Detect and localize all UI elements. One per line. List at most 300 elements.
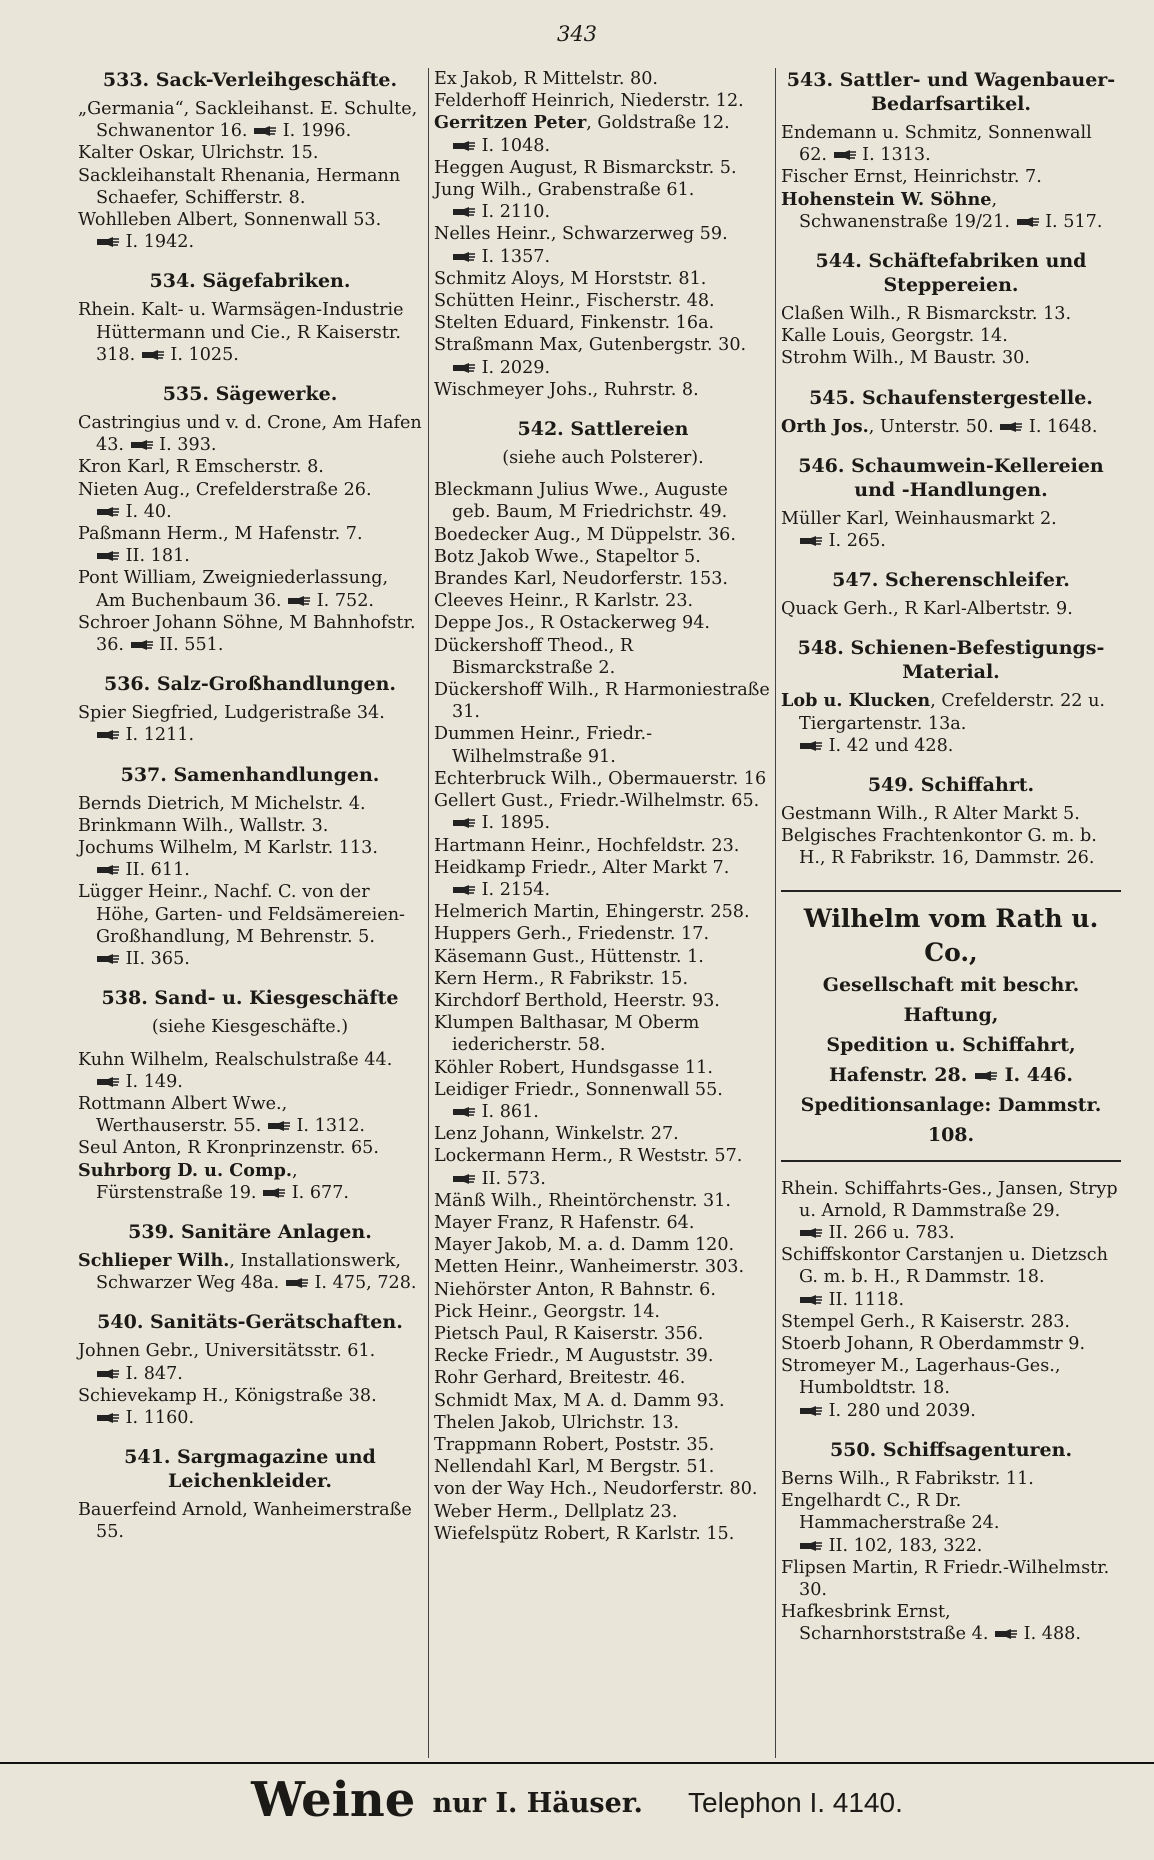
telephone-number: I. 1048. [481, 135, 551, 156]
directory-entry [434, 723, 772, 767]
telephone-hand-icon [96, 236, 120, 248]
section-heading: 533. Sack-Verleihgeschäfte. [102, 69, 398, 91]
directory-entry [434, 524, 772, 546]
telephone-number: I. 280 und 2039. [828, 1400, 976, 1421]
directory-entry [434, 223, 772, 267]
telephone-hand-icon [96, 1412, 120, 1424]
entry-telephone [267, 1116, 365, 1136]
telephone-hand-icon [994, 1628, 1018, 1640]
section-heading: 547. Scherenschleifer. [832, 569, 1070, 592]
directory-entry [434, 946, 772, 968]
section-heading: 544. Schäftefabriken und Steppereien. [815, 250, 1087, 297]
column-rule-2 [775, 68, 776, 1758]
telephone-number: I. 2029. [481, 357, 551, 378]
telephone-number: I. 861. [481, 1101, 539, 1122]
entry-text: Wischmeyer Johs., Ruhrstr. 8. [434, 379, 699, 400]
entry-text: Kuhn Wilhelm, Realschulstraße 44. [78, 1049, 393, 1070]
directory-entry [434, 1478, 772, 1500]
directory-entry [781, 122, 1121, 166]
entry-text: Schmitz Aloys, M Horststr. 81. [434, 268, 707, 289]
company-advertisement [781, 890, 1121, 1162]
directory-entry [434, 1390, 772, 1412]
entry-telephone [96, 725, 194, 745]
directory-entry [78, 1160, 422, 1204]
entry-telephone [799, 1536, 982, 1556]
directory-entry [781, 690, 1121, 757]
telephone-hand-icon [96, 1368, 120, 1380]
directory-entry [434, 90, 772, 112]
telephone-number: I. 1313. [862, 145, 931, 166]
directory-entry [434, 334, 772, 378]
entry-text: Lenz Johann, Winkelstr. 27. [434, 1124, 679, 1145]
directory-entry [434, 1323, 772, 1345]
directory-entry [781, 1490, 1121, 1557]
entry-text: Weber Herm., Dellplatz 23. [434, 1501, 678, 1522]
entry-text: Straßmann Max, Gutenbergstr. 30. [434, 335, 747, 356]
directory-entry [781, 1333, 1121, 1355]
entry-text: Quack Gerh., R Karl-Albertstr. 9. [781, 599, 1073, 620]
entry-text: Brandes Karl, Neudorferstr. 153. [434, 569, 728, 590]
directory-entry [434, 1279, 772, 1301]
telephone-number: I. 1942. [125, 232, 195, 253]
telephone-hand-icon [96, 550, 120, 562]
directory-entry [434, 1123, 772, 1145]
directory-entry [78, 1137, 422, 1159]
directory-entry [781, 1178, 1121, 1245]
entry-text: Hartmann Heinr., Hochfeldstr. 23. [434, 835, 740, 856]
directory-entry [434, 1012, 772, 1056]
footer-wine: Weine [251, 1772, 416, 1828]
telephone-hand-icon [452, 251, 476, 263]
entry-text: Brinkmann Wilh., Wallstr. 3. [78, 815, 329, 836]
entry-text: Strohm Wilh., M Baustr. 30. [781, 348, 1030, 369]
entry-name-bold: Suhrborg D. u. Comp. [78, 1159, 292, 1181]
entry-text: Bernds Dietrich, M Michelstr. 4. [78, 793, 366, 814]
entry-text: Nieten Aug., Crefelderstraße 26. [78, 479, 372, 500]
directory-entry [781, 1468, 1121, 1490]
entry-text: Gestmann Wilh., R Alter Markt 5. [781, 804, 1080, 825]
column-1 [78, 68, 422, 1544]
directory-entry [78, 612, 422, 656]
entry-name-bold: Schlieper Wilh. [78, 1249, 230, 1271]
entry-text: Fischer Ernst, Heinrichstr. 7. [781, 167, 1042, 188]
directory-entry [434, 1412, 772, 1434]
entry-telephone [141, 345, 239, 365]
directory-entry [78, 165, 422, 209]
telephone-hand-icon [253, 125, 277, 137]
entry-text: Helmerich Martin, Ehingerstr. 258. [434, 902, 750, 923]
entry-text: Dückershoff Wilh., R Harmoniestraße 31. [434, 680, 770, 723]
telephone-hand-icon [285, 1277, 309, 1289]
telephone-hand-icon [452, 206, 476, 218]
ad-address-text: Hafenstr. 28. [828, 1063, 968, 1086]
entry-text: Stelten Eduard, Finkenstr. 16a. [434, 313, 715, 334]
telephone-number: I. 1996. [282, 121, 352, 142]
directory-entry [78, 1385, 422, 1429]
entry-text: Bauerfeind Arnold, Wanheimerstraße 55. [78, 1500, 412, 1543]
entry-text: Kron Karl, R Emscherstr. 8. [78, 457, 324, 478]
entry-text: Pick Heinr., Georgstr. 14. [434, 1301, 661, 1322]
entry-telephone [452, 247, 550, 267]
section-heading: 539. Sanitäre Anlagen. [128, 1220, 372, 1243]
entry-text: Dückershoff Theod., R Bismarckstraße 2. [434, 635, 634, 678]
telephone-number: I. 1895. [481, 813, 551, 834]
telephone-number: I. 1211. [125, 725, 195, 746]
entry-name-bold: Gerritzen Peter [434, 112, 587, 134]
entry-telephone [96, 546, 190, 566]
directory-entry [434, 1501, 772, 1523]
telephone-hand-icon [799, 535, 823, 547]
directory-entry [78, 1340, 422, 1384]
directory-entry [434, 901, 772, 923]
directory-entry [434, 1523, 772, 1545]
entry-text: Kern Herm., R Fabrikstr. 15. [434, 968, 689, 989]
entry-text: von der Way Hch., Neudorferstr. 80. [434, 1479, 758, 1500]
entry-text: Wiefelspütz Robert, R Karlstr. 15. [434, 1523, 735, 1544]
directory-entry [781, 189, 1121, 233]
telephone-number: I. 265. [828, 531, 886, 552]
telephone-number: I. 1357. [481, 246, 551, 267]
entry-telephone [999, 417, 1097, 437]
telephone-number: II. 102, 183, 322. [828, 1535, 983, 1556]
directory-entry [781, 1557, 1121, 1601]
directory-entry [434, 157, 772, 179]
directory-entry [78, 479, 422, 523]
directory-entry [434, 568, 772, 590]
footer-supplier: nur I. Häuser. [432, 1788, 643, 1819]
entry-text: Heggen August, R Bismarckstr. 5. [434, 157, 737, 178]
directory-entry [434, 179, 772, 223]
directory-entry [781, 325, 1121, 347]
entry-name-bold: Lob u. Klucken [781, 690, 931, 712]
entry-text: Endemann u. Schmitz, Sonnenwall 62. [781, 123, 1092, 166]
directory-entry [78, 412, 422, 456]
directory-entry [781, 416, 1121, 438]
telephone-number: I. 2154. [481, 879, 551, 900]
section-heading: 540. Sanitäts-Gerätschaften. [97, 1311, 403, 1334]
entry-text: Recke Friedr., M Auguststr. 39. [434, 1346, 714, 1367]
entry-text: , Schwanenstraße 19/21. [799, 189, 1010, 232]
directory-entry [78, 523, 422, 567]
entry-telephone [287, 591, 374, 611]
entry-text: , Goldstraße 12. [586, 113, 730, 134]
telephone-hand-icon [452, 1173, 476, 1185]
entry-text: Rohr Gerhard, Breitestr. 46. [434, 1368, 686, 1389]
directory-entry [781, 598, 1121, 620]
entry-text: Felderhoff Heinrich, Niederstr. 12. [434, 91, 744, 112]
telephone-number: II. 266 u. 783. [828, 1223, 955, 1244]
entry-text: „Germania“, Sackleihanst. E. Schulte, Schwanentor 16. [78, 99, 418, 142]
directory-entry [434, 1434, 772, 1456]
entry-text: Deppe Jos., R Ostackerweg 94. [434, 613, 710, 634]
telephone-number: II. 573. [481, 1168, 546, 1189]
directory-entry [434, 1190, 772, 1212]
directory-entry [434, 379, 772, 401]
telephone-hand-icon [833, 149, 857, 161]
directory-entry [78, 1499, 422, 1543]
entry-text: Cleeves Heinr., R Karlstr. 23. [434, 591, 694, 612]
directory-entry [434, 612, 772, 634]
telephone-hand-icon [130, 639, 154, 651]
telephone-number: I. 1312. [296, 1116, 365, 1137]
telephone-hand-icon [799, 1227, 823, 1239]
entry-telephone [799, 736, 953, 756]
ad-company-type: Gesellschaft mit beschr. Haftung, [822, 973, 1080, 1026]
directory-entry [434, 1345, 772, 1367]
entry-text: Engelhardt C., R Dr. Hammacherstraße 24. [781, 1491, 1000, 1534]
entry-telephone [285, 1273, 417, 1293]
entry-text: Dummen Heinr., Friedr.-Wilhelmstraße 91. [434, 724, 653, 767]
entry-telephone [1016, 212, 1103, 232]
entry-text: Schiffskontor Carstanjen u. Dietzsch G. m. b. H., R Dammstr. 18. [781, 1245, 1108, 1288]
entry-text: Belgisches Frachtenkontor G. m. b. H., R Fabrikstr. 16, Dammstr. 26. [781, 826, 1097, 869]
telephone-hand-icon [974, 1070, 998, 1082]
column-2 [434, 68, 772, 1545]
entry-text: Claßen Wilh., R Bismarckstr. 13. [781, 304, 1072, 325]
telephone-hand-icon [799, 1294, 823, 1306]
entry-text: Pont William, Zweigniederlassung, Am Buchenbaum 36. [78, 568, 389, 611]
entry-telephone [96, 860, 190, 880]
section-heading: 545. Schaufenstergestelle. [809, 386, 1093, 409]
directory-entry [434, 857, 772, 901]
directory-entry [434, 835, 772, 857]
entry-text: Niehörster Anton, R Bahnstr. 6. [434, 1279, 716, 1300]
entry-telephone [130, 635, 224, 655]
entry-text: Rottmann Albert Wwe., Werthauserstr. 55. [78, 1093, 288, 1137]
entry-telephone [130, 435, 217, 455]
section-subheading: (siehe Kiesgeschäfte.) [151, 1017, 349, 1038]
entry-text: Jochums Wilhelm, M Karlstr. 113. [78, 838, 378, 859]
entry-text: Echterbruck Wilh., Obermauerstr. 16 [434, 768, 767, 789]
entry-text: Huppers Gerh., Friedenstr. 17. [434, 924, 710, 945]
telephone-number: I. 1160. [125, 1407, 195, 1428]
section-heading: 549. Schiffahrt. [867, 774, 1035, 797]
entry-text: Berns Wilh., R Fabrikstr. 11. [781, 1468, 1034, 1489]
entry-text: Käsemann Gust., Hüttenstr. 1. [434, 946, 704, 967]
directory-entry [434, 312, 772, 334]
advertisement-footer [0, 1762, 1154, 1828]
telephone-number: I. 40. [125, 501, 172, 522]
directory-entry [434, 768, 772, 790]
entry-text: Nelles Heinr., Schwarzerweg 59. [434, 224, 728, 245]
telephone-hand-icon [452, 362, 476, 374]
directory-entry [781, 1601, 1121, 1645]
entry-telephone [799, 1223, 955, 1243]
entry-text: Metten Heinr., Wanheimerstr. 303. [434, 1257, 745, 1278]
entry-text: , Unterstr. 50. [868, 416, 994, 437]
telephone-hand-icon [267, 1120, 291, 1132]
entry-text: Seul Anton, R Kronprinzenstr. 65. [78, 1138, 379, 1159]
entry-text: Sackleihanstalt Rhenania, Hermann Schaefer, Schifferstr. 8. [78, 165, 401, 208]
ad-address [781, 1060, 1121, 1090]
section-heading: 541. Sargmagazine und Leichenkleider. [124, 1446, 376, 1493]
telephone-hand-icon [799, 740, 823, 752]
directory-entry [78, 1250, 422, 1294]
telephone-number: II. 181. [125, 546, 190, 567]
telephone-number: II. 551. [159, 635, 224, 656]
directory-entry [78, 299, 422, 366]
telephone-hand-icon [96, 953, 120, 965]
telephone-number: I. 1648. [1028, 416, 1098, 437]
directory-entry [781, 1244, 1121, 1311]
entry-telephone [799, 531, 886, 551]
telephone-number: I. 752. [316, 590, 375, 611]
entry-telephone [96, 1072, 183, 1092]
entry-text: Lügger Heinr., Nachf. C. von der Höhe, Garten- und Feldsämereien-Großhandlung, M Behrenstr. 5. [78, 882, 405, 947]
ad-depot: Speditionsanlage: Dammstr. 108. [800, 1093, 1102, 1146]
entry-text: Thelen Jakob, Ulrichstr. 13. [434, 1412, 680, 1433]
entry-text: Bleckmann Julius Wwe., Auguste geb. Baum, M Friedrichstr. 49. [434, 480, 728, 523]
entry-name-bold: Hohenstein W. Söhne [781, 188, 992, 210]
section-heading: 548. Schienen-Befestigungs-Material. [797, 637, 1105, 684]
entry-telephone [253, 121, 351, 141]
directory-entry [78, 837, 422, 881]
telephone-hand-icon [452, 140, 476, 152]
entry-telephone [452, 1102, 539, 1122]
section-subheading: (siehe auch Polsterer). [502, 448, 704, 469]
telephone-hand-icon [141, 349, 165, 361]
telephone-hand-icon [999, 421, 1023, 433]
directory-entry [434, 679, 772, 723]
directory-entry [78, 142, 422, 164]
directory-entry [434, 790, 772, 834]
directory-entry [78, 98, 422, 142]
entry-text: Paßmann Herm., M Hafenstr. 7. [78, 524, 363, 545]
entry-telephone [452, 1169, 546, 1189]
entry-text: Mayer Jakob, M. a. d. Damm 120. [434, 1235, 735, 1256]
telephone-number: I. 677. [291, 1182, 350, 1203]
telephone-hand-icon [799, 1540, 823, 1552]
directory-entry [781, 347, 1121, 369]
entry-telephone [96, 1364, 183, 1384]
directory-entry [78, 1049, 422, 1093]
directory-entry [434, 1456, 772, 1478]
directory-entry [434, 1301, 772, 1323]
entry-text: Hafkesbrink Ernst, Scharnhorststraße 4. [781, 1602, 989, 1645]
telephone-number: II. 365. [125, 949, 190, 970]
entry-telephone [799, 1401, 976, 1421]
entry-text: Mänß Wilh., Rheintörchenstr. 31. [434, 1190, 732, 1211]
entry-text: Mayer Franz, R Hafenstr. 64. [434, 1212, 695, 1233]
directory-entry [434, 968, 772, 990]
directory-entry [434, 268, 772, 290]
directory-entry [434, 1212, 772, 1234]
directory-entry [434, 990, 772, 1012]
entry-text: Stempel Gerh., R Kaiserstr. 283. [781, 1311, 1070, 1332]
directory-entry [434, 479, 772, 523]
telephone-number: I. 475, 728. [314, 1273, 417, 1294]
section-heading: 537. Samenhandlungen. [120, 763, 380, 786]
entry-telephone [833, 145, 931, 165]
entry-text: , Installationswerk, Schwarzer Weg 48a. [96, 1250, 401, 1294]
directory-entry [434, 112, 772, 156]
directory-entry [78, 456, 422, 478]
entry-text: Kirchdorf Berthold, Heerstr. 93. [434, 990, 720, 1011]
entry-text: Rhein. Schiffahrts-Ges., Jansen, Stryp u. Arnold, R Dammstraße 29. [781, 1178, 1118, 1221]
telephone-hand-icon [287, 595, 311, 607]
entry-telephone [96, 1408, 194, 1428]
telephone-hand-icon [96, 729, 120, 741]
entry-text: Lockermann Herm., R Weststr. 57. [434, 1146, 743, 1167]
telephone-number: I. 149. [125, 1071, 183, 1092]
column-3 [781, 68, 1121, 1646]
directory-entry [434, 590, 772, 612]
entry-text: Schmidt Max, M A. d. Damm 93. [434, 1390, 725, 1411]
telephone-hand-icon [799, 1405, 823, 1417]
entry-telephone [994, 1624, 1081, 1644]
entry-text: Schroer Johann Söhne, M Bahnhofstr. 36. [78, 612, 416, 656]
directory-entry [781, 803, 1121, 825]
entry-text: Botz Jakob Wwe., Stapeltor 5. [434, 546, 701, 567]
entry-telephone [452, 202, 550, 222]
entry-telephone [96, 502, 172, 522]
directory-entry [434, 923, 772, 945]
telephone-hand-icon [130, 439, 154, 451]
directory-entry [78, 793, 422, 815]
entry-text: Jung Wilh., Grabenstraße 61. [434, 180, 695, 201]
directory-entry [434, 546, 772, 568]
entry-text: Nellendahl Karl, M Bergstr. 51. [434, 1457, 715, 1478]
ad-telephone: I. 446. [1004, 1063, 1074, 1086]
entry-text: , Crefelderstr. 22 u. Tiergartenstr. 13a. [799, 691, 1106, 734]
entry-text: Heidkamp Friedr., Alter Markt 7. [434, 857, 730, 878]
directory-entry [781, 303, 1121, 325]
entry-telephone [96, 949, 190, 969]
telephone-hand-icon [262, 1187, 286, 1199]
section-heading: 536. Salz-Großhandlungen. [103, 673, 397, 696]
telephone-hand-icon [452, 1106, 476, 1118]
telephone-hand-icon [96, 1076, 120, 1088]
directory-entry [434, 290, 772, 312]
telephone-hand-icon [96, 864, 120, 876]
entry-text: Trappmann Robert, Poststr. 35. [434, 1434, 715, 1455]
telephone-number: I. 393. [159, 435, 217, 456]
entry-text: Stoerb Johann, R Oberdammstr 9. [781, 1334, 1086, 1355]
telephone-number: I. 42 und 428. [828, 735, 954, 756]
entry-text: Stromeyer M., Lagerhaus-Ges., Humboldtstr. 18. [781, 1356, 1061, 1399]
directory-entry [781, 508, 1121, 552]
telephone-number: I. 2110. [481, 202, 551, 223]
directory-entry [434, 1367, 772, 1389]
directory-entry [78, 702, 422, 746]
entry-telephone [452, 136, 550, 156]
section-heading: 550. Schiffsagenturen. [829, 1438, 1073, 1461]
page-number: 343 [556, 22, 598, 46]
entry-text: Leidiger Friedr., Sonnenwall 55. [434, 1079, 723, 1100]
entry-text: Ex Jakob, R Mittelstr. 80. [434, 69, 659, 89]
entry-telephone [262, 1183, 349, 1203]
telephone-number: I. 517. [1045, 211, 1103, 232]
entry-text: Rhein. Kalt- u. Warmsägen-Industrie Hüttermann und Cie., R Kaiserstr. 318. [78, 300, 404, 365]
directory-entry [781, 825, 1121, 869]
telephone-number: I. 488. [1023, 1624, 1081, 1645]
entry-text: Schütten Heinr., Fischerstr. 48. [434, 291, 715, 312]
entry-text: Johnen Gebr., Universitätsstr. 61. [78, 1341, 376, 1362]
directory-entry [781, 166, 1121, 188]
directory-entry [434, 1145, 772, 1189]
section-heading: 543. Sattler- und Wagenbauer-Bedarfsartikel. [786, 69, 1116, 115]
telephone-number: I. 1025. [170, 344, 239, 365]
entry-text: Kalter Oskar, Ulrichstr. 15. [78, 143, 319, 164]
telephone-number: II. 611. [125, 860, 190, 881]
column-rule-1 [428, 68, 429, 1758]
entry-text: Boedecker Aug., M Düppelstr. 36. [434, 524, 736, 545]
ad-services: Spedition u. Schiffahrt, [826, 1033, 1076, 1056]
entry-text: Gellert Gust., Friedr.-Wilhelmstr. 65. [434, 791, 760, 812]
entry-text: Kalle Louis, Georgstr. 14. [781, 326, 1008, 347]
entry-text: Wohlleben Albert, Sonnenwall 53. [78, 210, 382, 231]
section-heading: 546. Schaumwein-Kellereien und -Handlungen. [798, 454, 1104, 501]
